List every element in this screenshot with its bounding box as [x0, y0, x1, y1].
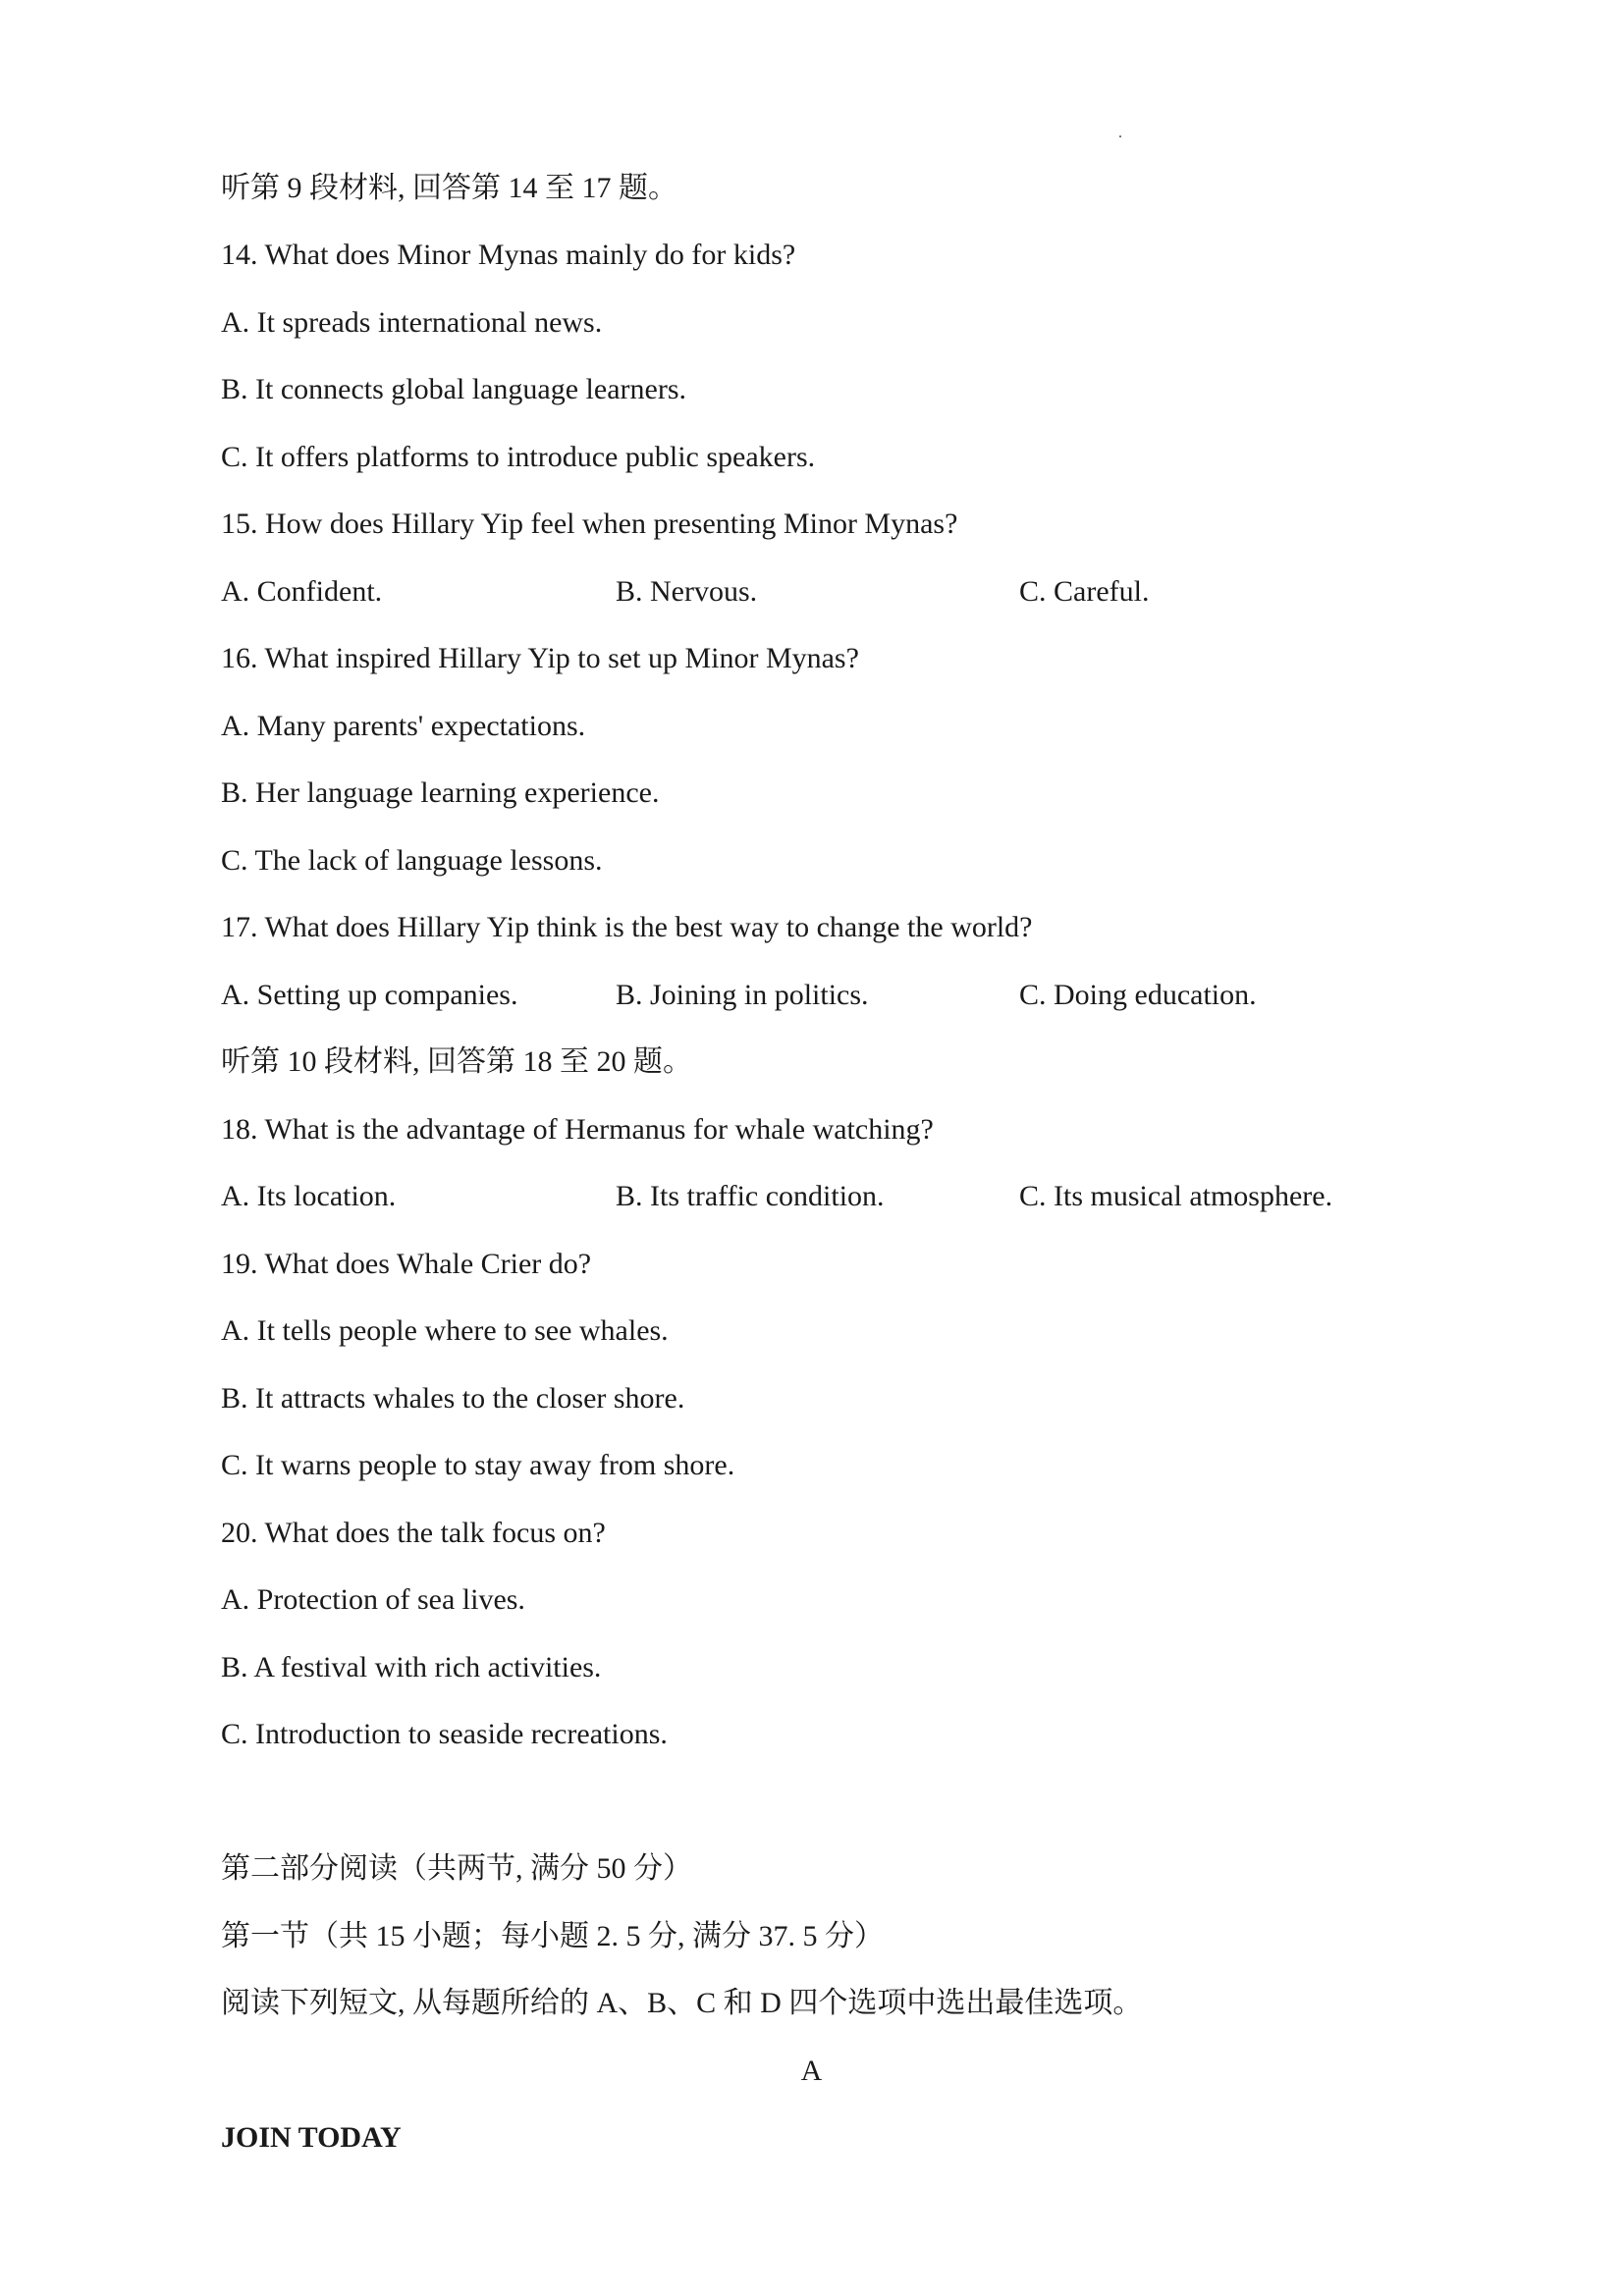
q19-question: 19. What does Whale Crier do? — [221, 1248, 592, 1280]
scan-dot — [1119, 135, 1121, 137]
q15-option-a: A. Confident. — [221, 575, 383, 608]
q18-option-c: C. Its musical atmosphere. — [1019, 1180, 1333, 1212]
q17-option-c: C. Doing education. — [1019, 979, 1257, 1011]
part2-section1: 第一节（共 15 小题；每小题 2. 5 分, 满分 37. 5 分） — [221, 1920, 884, 1952]
passage-title: JOIN TODAY — [221, 2121, 402, 2154]
q16-option-a: A. Many parents' expectations. — [221, 710, 586, 742]
q17-question: 17. What does Hillary Yip think is the best way to change the world? — [221, 911, 1033, 943]
q17-option-a: A. Setting up companies. — [221, 979, 518, 1011]
q18-option-b: B. Its traffic condition. — [616, 1180, 885, 1212]
q19-option-a: A. It tells people where to see whales. — [221, 1314, 669, 1347]
part2-instruction: 阅读下列短文, 从每题所给的 A、B、C 和 D 四个选项中选出最佳选项。 — [221, 1987, 1143, 2019]
part2-title: 第二部分阅读（共两节, 满分 50 分） — [221, 1852, 692, 1885]
q15-option-c: C. Careful. — [1019, 575, 1150, 608]
q16-option-b: B. Her language learning experience. — [221, 776, 660, 809]
q15-question: 15. How does Hillary Yip feel when presenting Minor Mynas? — [221, 507, 958, 540]
q14-option-c: C. It offers platforms to introduce public speakers. — [221, 441, 816, 473]
q14-option-a: A. It spreads international news. — [221, 306, 603, 339]
q16-question: 16. What inspired Hillary Yip to set up Minor Mynas? — [221, 642, 859, 674]
q16-option-c: C. The lack of language lessons. — [221, 844, 603, 877]
passage-label: A — [800, 2055, 823, 2087]
q20-question: 20. What does the talk focus on? — [221, 1517, 606, 1549]
q20-option-a: A. Protection of sea lives. — [221, 1583, 525, 1616]
q19-option-b: B. It attracts whales to the closer shore. — [221, 1382, 685, 1415]
q18-question: 18. What is the advantage of Hermanus for whale watching? — [221, 1113, 934, 1146]
q15-option-b: B. Nervous. — [616, 575, 758, 608]
q17-option-b: B. Joining in politics. — [616, 979, 869, 1011]
section9-header: 听第 9 段材料, 回答第 14 至 17 题。 — [221, 172, 677, 204]
q14-question: 14. What does Minor Mynas mainly do for kids? — [221, 239, 796, 271]
q14-option-b: B. It connects global language learners. — [221, 373, 686, 405]
section10-header: 听第 10 段材料, 回答第 18 至 20 题。 — [221, 1045, 692, 1078]
q18-option-a: A. Its location. — [221, 1180, 397, 1212]
q20-option-b: B. A festival with rich activities. — [221, 1651, 602, 1683]
q20-option-c: C. Introduction to seaside recreations. — [221, 1718, 668, 1750]
q19-option-c: C. It warns people to stay away from shore. — [221, 1449, 735, 1481]
